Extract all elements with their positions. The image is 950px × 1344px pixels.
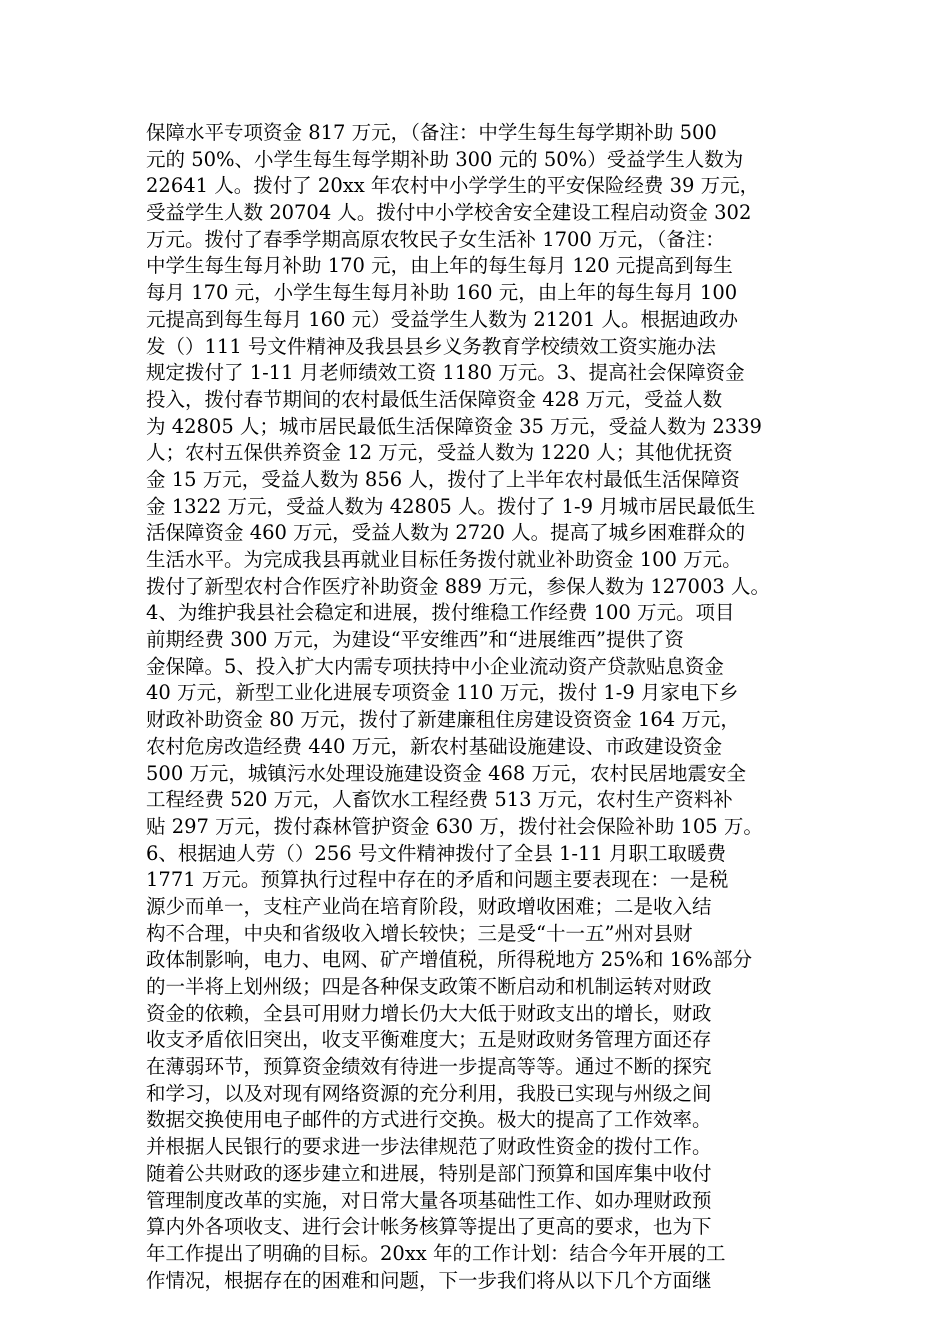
- text-line: 作情况，根据存在的困难和问题，下一步我们将从以下几个方面继: [146, 1268, 712, 1292]
- text-line: 贴 297 万元，拨付森林管护资金 630 万，拨付社会保险补助 105 万。: [146, 814, 763, 838]
- text-line: 前期经费 300 万元，为建设“平安维西”和“进展维西”提供了资: [146, 628, 684, 652]
- text-line: 管理制度改革的实施，对日常大量各项基础性工作、如办理财政预: [146, 1188, 712, 1212]
- text-line: 6、根据迪人劳（）256 号文件精神拨付了全县 1-11 月职工取暖费: [146, 841, 727, 865]
- text-line: 资金的依赖，全县可用财力增长仍大大低于财政支出的增长，财政: [146, 1001, 712, 1025]
- text-line: 人；农村五保供养资金 12 万元，受益人数为 1220 人；其他优抚资: [146, 441, 733, 465]
- text-line: 在薄弱环节，预算资金绩效有待进一步提高等等。通过不断的探究: [146, 1055, 712, 1079]
- text-line: 4、为维护我县社会稳定和进展，拨付维稳工作经费 100 万元。项目: [146, 601, 735, 625]
- text-line: 22641 人。拨付了 20xx 年农村中小学学生的平安保险经费 39 万元，: [146, 174, 760, 198]
- text-line: 年工作提出了明确的目标。20xx 年的工作计划：结合今年开展的工: [146, 1241, 726, 1265]
- text-line: 数据交换使用电子邮件的方式进行交换。极大的提高了工作效率。: [146, 1108, 712, 1132]
- text-line: 受益学生人数 20704 人。拨付中小学校舍安全建设工程启动资金 302: [146, 201, 752, 225]
- text-line: 收支矛盾依旧突出，收支平衡难度大；五是财政财务管理方面还存: [146, 1028, 712, 1052]
- text-line: 并根据人民银行的要求进一步法律规范了财政性资金的拨付工作。: [146, 1135, 712, 1159]
- text-line: 发（）111 号文件精神及我县县乡义务教育学校绩效工资实施办法: [146, 334, 716, 358]
- text-line: 生活水平。为完成我县再就业目标任务拨付就业补助资金 100 万元。: [146, 548, 742, 571]
- text-line: 1771 万元。预算执行过程中存在的矛盾和问题主要表现在：一是税: [146, 868, 729, 892]
- text-line: 拨付了新型农村合作医疗补助资金 889 万元，参保人数为 127003 人。: [146, 574, 770, 598]
- text-line: 金 1322 万元，受益人数为 42805 人。拨付了 1-9 月城市居民最低生: [146, 494, 756, 518]
- body-text: [146, 120, 826, 1294]
- text-line: 财政补助资金 80 万元，拨付了新建廉租住房建设资资金 164 万元，: [146, 708, 740, 732]
- text-line: 和学习，以及对现有网络资源的充分利用，我股已实现与州级之间: [146, 1081, 712, 1105]
- text-line: 为 42805 人；城市居民最低生活保障资金 35 万元，受益人数为 2339: [146, 414, 762, 438]
- text-line: 工程经费 520 万元，人畜饮水工程经费 513 万元，农村生产资料补: [146, 788, 733, 812]
- text-line: 保障水平专项资金 817 万元，（备注：中学生每生每学期补助 500: [146, 121, 717, 144]
- text-line: 每月 170 元，小学生每生每月补助 160 元，由上年的每生每月 100: [146, 281, 738, 305]
- text-line: 政体制影响，电力、电网、矿产增值税，所得税地方 25%和 16%部分: [146, 948, 753, 972]
- text-line: 投入，拨付春节期间的农村最低生活保障资金 428 万元，受益人数: [146, 387, 723, 411]
- text-line: 500 万元，城镇污水处理设施建设资金 468 万元，农村民居地震安全: [146, 761, 747, 785]
- text-line: 构不合理，中央和省级收入增长较快；三是受“十一五”州对县财: [146, 921, 693, 945]
- text-line: 农村危房改造经费 440 万元，新农村基础设施建设、市政建设资金: [146, 734, 723, 758]
- text-line: 源少而单一，支柱产业尚在培育阶段，财政增收困难；二是收入结: [146, 894, 712, 918]
- text-line: 金保障。5、投入扩大内需专项扶持中小企业流动资产贷款贴息资金: [146, 654, 724, 678]
- text-line: 中学生每生每月补助 170 元，由上年的每生每月 120 元提高到每生: [146, 254, 733, 278]
- text-line: 元的 50%、小学生每生每学期补助 300 元的 50%）受益学生人数为: [146, 147, 744, 171]
- text-line: 万元。拨付了春季学期高原农牧民子女生活补 1700 万元，（备注：: [146, 227, 725, 251]
- text-line: 规定拨付了 1-11 月老师绩效工资 1180 万元。3、提高社会保障资金: [146, 361, 745, 385]
- text-line: 活保障资金 460 万元，受益人数为 2720 人。提高了城乡困难群众的: [146, 521, 746, 545]
- text-line: 金 15 万元，受益人数为 856 人，拨付了上半年农村最低生活保障资: [146, 467, 740, 491]
- text-line: 元提高到每生每月 160 元）受益学生人数为 21201 人。根据迪政办: [146, 307, 739, 331]
- text-line: 的一半将上划州级；四是各种保支政策不断启动和机制运转对财政: [146, 975, 712, 998]
- text-line: 随着公共财政的逐步建立和进展，特别是部门预算和国库集中收付: [146, 1161, 712, 1185]
- text-line: 40 万元，新型工业化进展专项资金 110 万元，拨付 1-9 月家电下乡: [146, 681, 739, 705]
- text-line: 算内外各项收支、进行会计帐务核算等提出了更高的要求，也为下: [146, 1215, 712, 1239]
